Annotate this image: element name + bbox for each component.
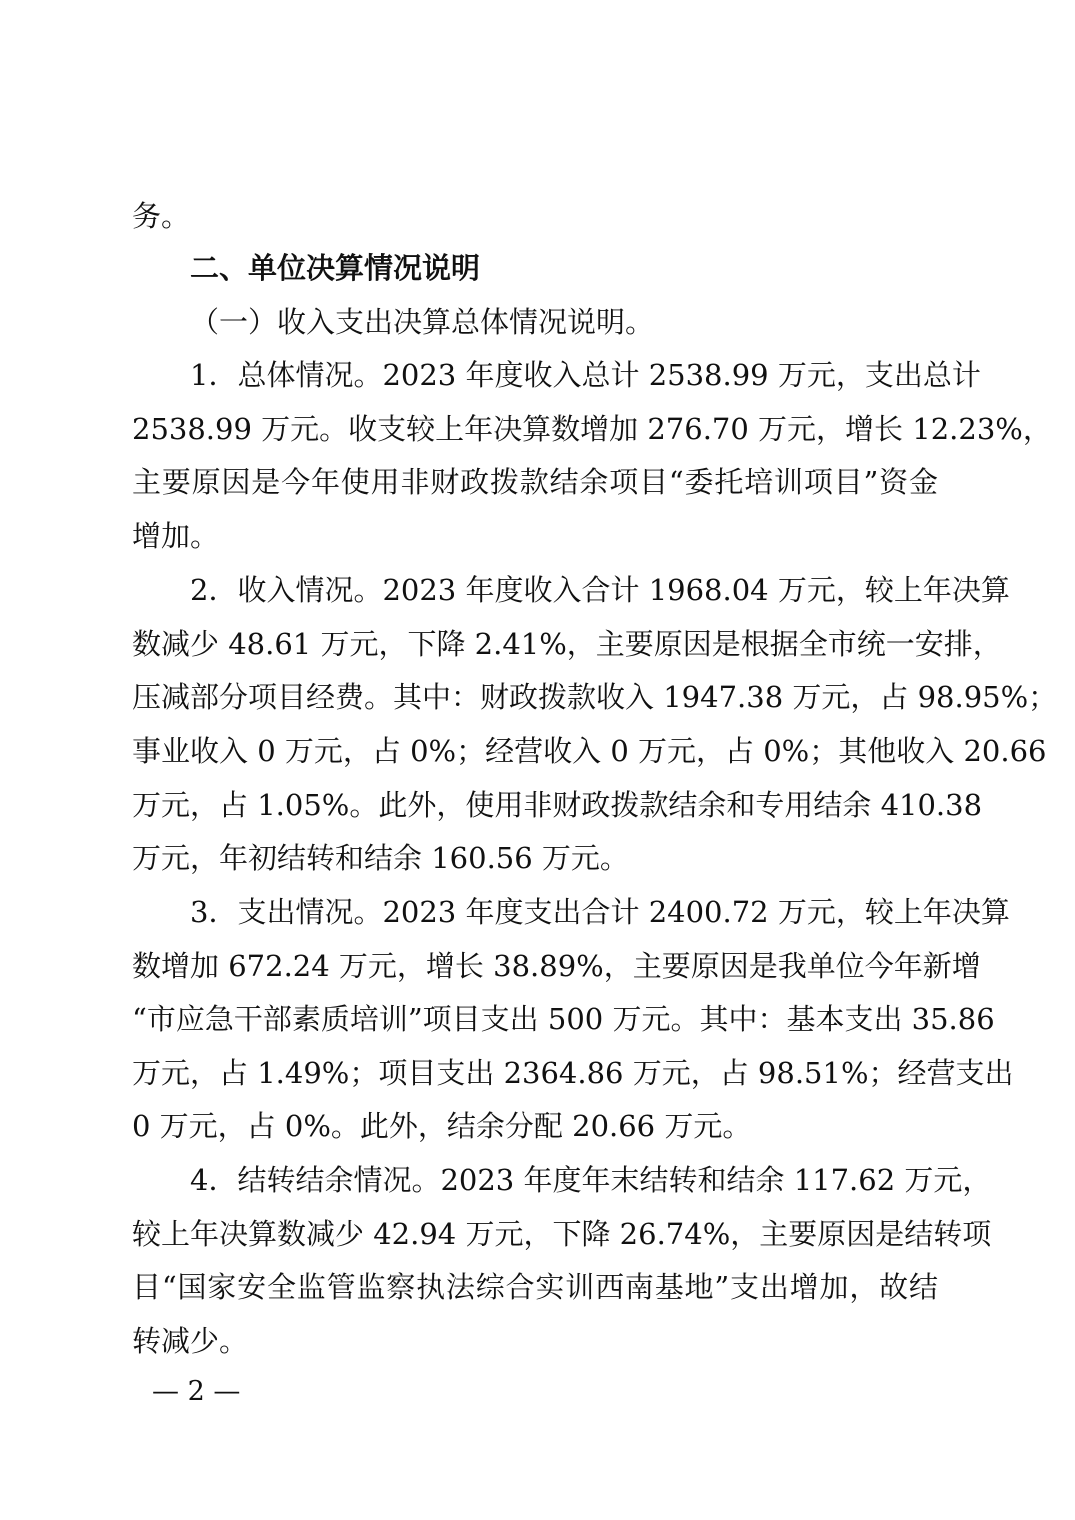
line-text: 0 万元，占 0%。此外，结余分配 20.66 万元。 — [132, 1109, 752, 1143]
paragraph-line — [0, 1210, 1075, 1258]
paragraph-line — [0, 888, 1075, 936]
paragraph-line — [0, 620, 1075, 668]
line-text: 2．收入情况。2023 年度收入合计 1968.04 万元，较上年决算 — [190, 573, 1010, 607]
paragraph-line — [0, 512, 1075, 560]
line-text: 数减少 48.61 万元，下降 2.41%，主要原因是根据全市统一安排， — [132, 627, 1002, 661]
paragraph-line — [0, 405, 1075, 453]
subsection-heading — [0, 298, 1075, 346]
paragraph-line — [0, 1317, 1075, 1365]
line-text: 1．总体情况。2023 年度收入总计 2538.99 万元，支出总计 — [190, 358, 981, 392]
line-text: 务。 — [132, 199, 191, 233]
line-text: 3．支出情况。2023 年度支出合计 2400.72 万元，较上年决算 — [190, 895, 1010, 929]
paragraph-line — [0, 566, 1075, 614]
line-text: 主要原因是今年使用非财政拨款结余项目“委托培训项目”资金 — [132, 465, 938, 499]
paragraph-line — [0, 1156, 1075, 1204]
line-text: 4．结转结余情况。2023 年度年末结转和结余 117.62 万元， — [190, 1163, 992, 1197]
line-text: 压减部分项目经费。其中：财政拨款收入 1947.38 万元，占 98.95%； — [132, 680, 1058, 714]
page-number: — 2 — — [152, 1376, 241, 1407]
line-text: 万元，年初结转和结余 160.56 万元。 — [132, 841, 629, 875]
line-text: 目“国家安全监管监察执法综合实训西南基地”支出增加，故结 — [132, 1270, 938, 1304]
line-text: 2538.99 万元。收支较上年决算数增加 276.70 万元，增长 12.23%， — [132, 412, 1052, 446]
line-text: “市应急干部素质培训”项目支出 500 万元。其中：基本支出 35.86 — [132, 1002, 995, 1036]
paragraph-line — [0, 351, 1075, 399]
paragraph-line — [0, 1049, 1075, 1097]
text-line — [0, 192, 1075, 240]
paragraph-line — [0, 1263, 1075, 1311]
line-text: 万元，占 1.05%。此外，使用非财政拨款结余和专用结余 410.38 — [132, 788, 983, 822]
paragraph-line — [0, 458, 1075, 506]
section-heading-text: 二、单位决算情况说明 — [190, 251, 481, 285]
line-text: 转减少。 — [132, 1324, 249, 1358]
line-text: 增加。 — [132, 519, 220, 553]
subsection-heading-text: （一）收入支出决算总体情况说明。 — [190, 305, 655, 339]
paragraph-line — [0, 995, 1075, 1043]
paragraph-line — [0, 942, 1075, 990]
paragraph-line — [0, 781, 1075, 829]
paragraph-line — [0, 834, 1075, 882]
line-text: 较上年决算数减少 42.94 万元，下降 26.74%，主要原因是结转项 — [132, 1217, 992, 1251]
paragraph-line — [0, 673, 1075, 721]
line-text: 事业收入 0 万元，占 0%；经营收入 0 万元，占 0%；其他收入 20.66 — [132, 734, 1047, 768]
section-heading — [0, 244, 1075, 292]
line-text: 数增加 672.24 万元，增长 38.89%，主要原因是我单位今年新增 — [132, 949, 981, 983]
line-text: 万元，占 1.49%；项目支出 2364.86 万元，占 98.51%；经营支出 — [132, 1056, 1014, 1090]
paragraph-line — [0, 1102, 1075, 1150]
paragraph-line — [0, 727, 1075, 775]
